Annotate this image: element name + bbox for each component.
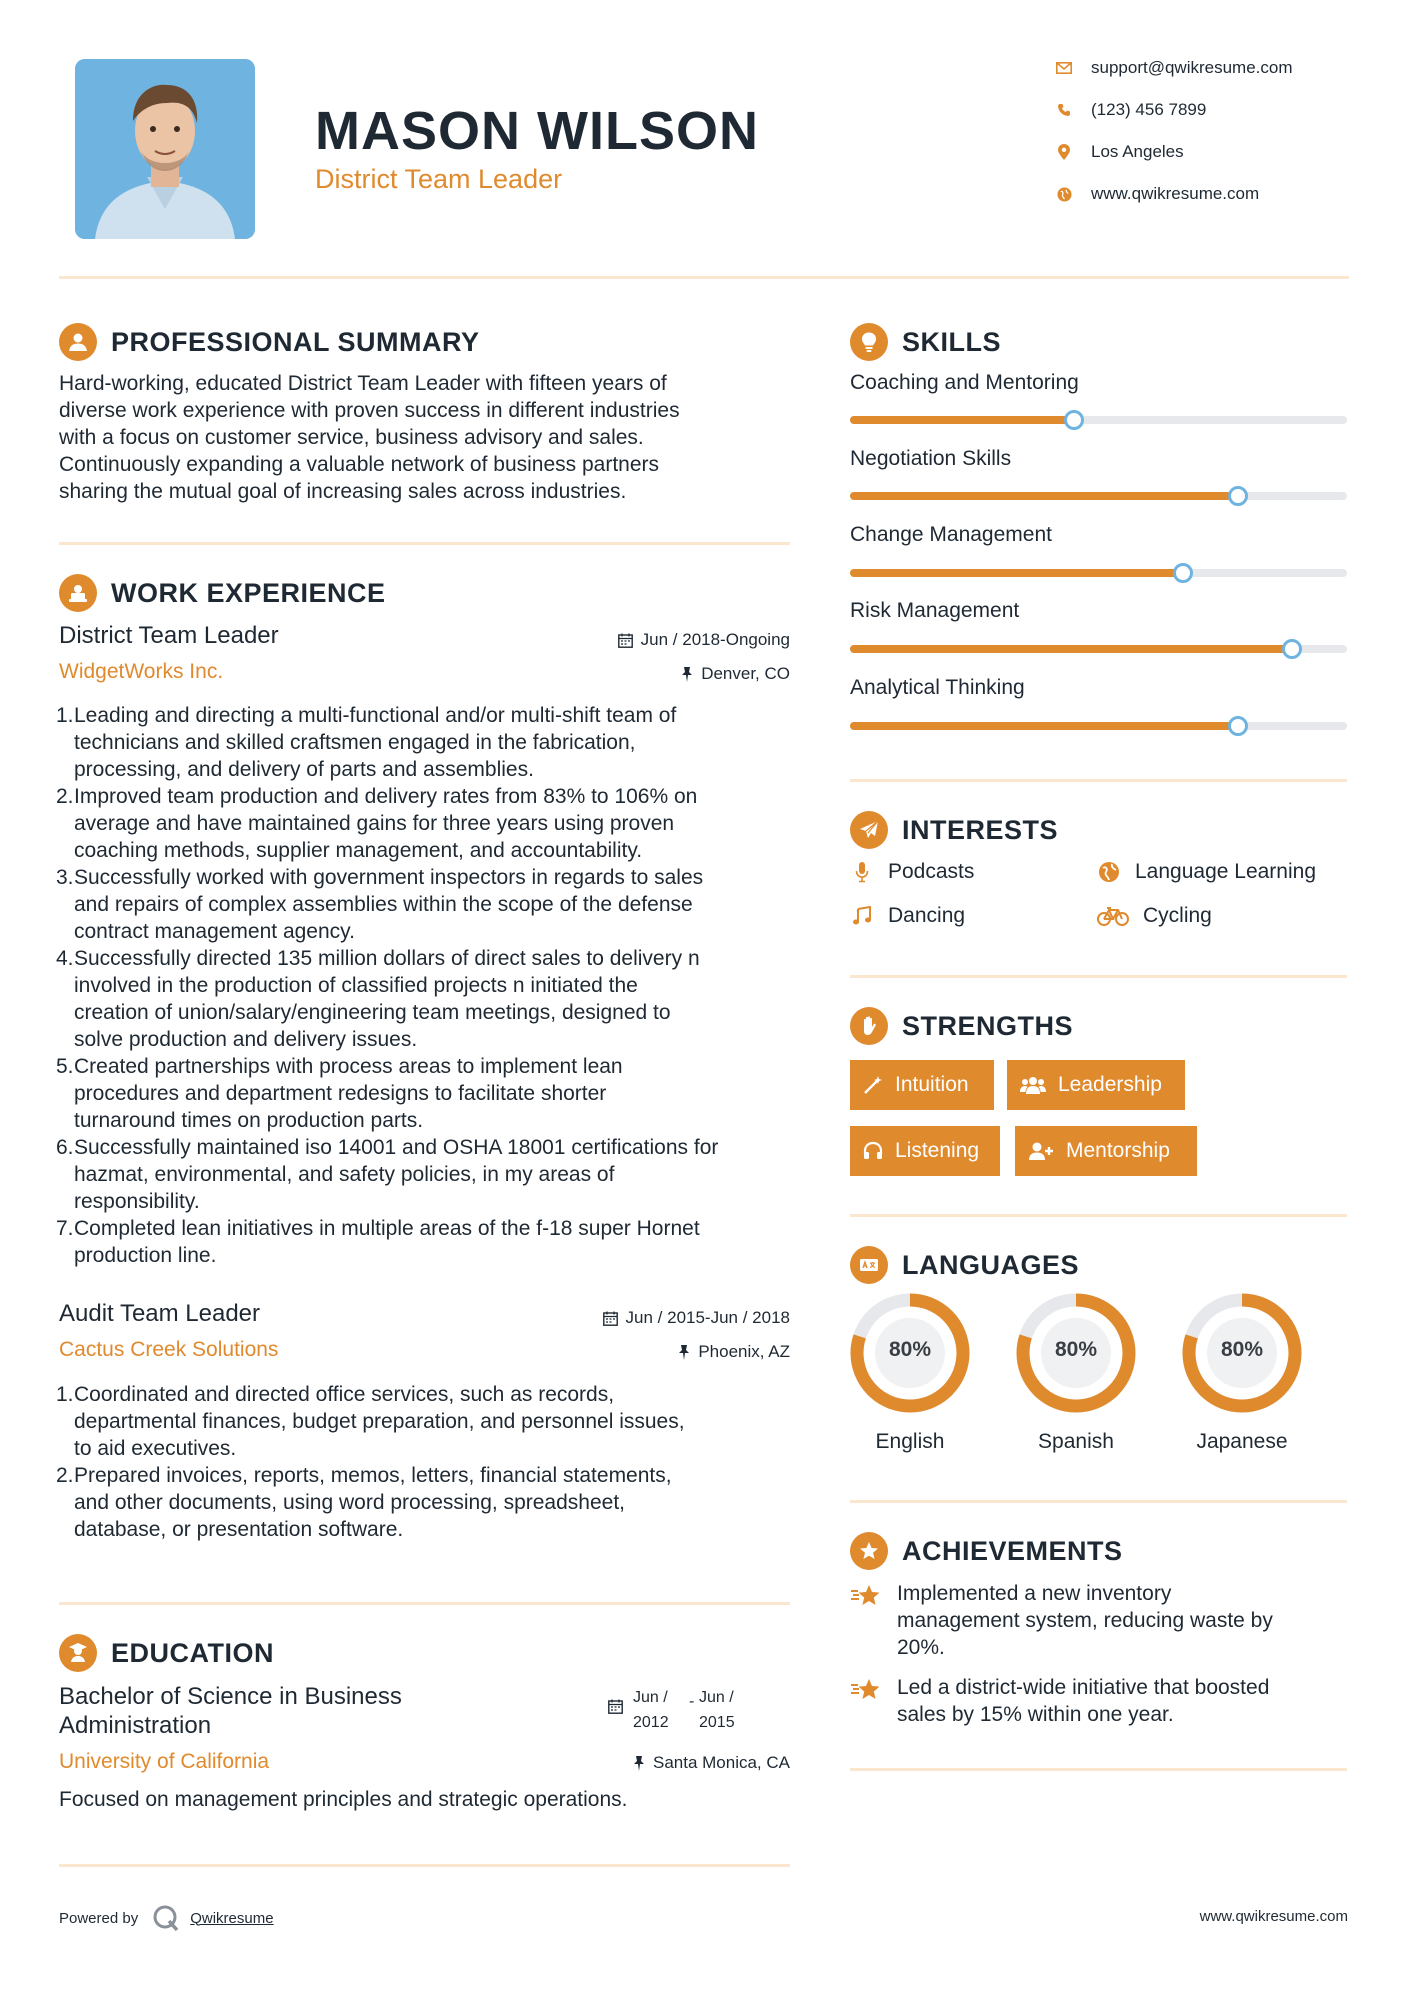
pin-icon [678,1345,690,1360]
achievements-divider [850,1768,1347,1771]
school-name: University of California [59,1750,270,1773]
job-location-text: Denver, CO [701,664,790,683]
list-item: 5. Created partnerships with process areas to implement lean procedures and department redesigns to facilitate shorter turnaround times on production parts. [56,1055,623,1132]
interest-label: Podcasts [888,860,975,883]
mail-icon [1055,59,1073,77]
contact-location-text: Los Angeles [1091,142,1184,161]
profile-photo [75,59,255,239]
skill-bar-knob [1064,410,1084,430]
experience-title: WORK EXPERIENCE [111,577,386,608]
education-description: Focused on management principles and strategic operations. [59,1788,628,1811]
skill-bar-knob [1282,639,1302,659]
phone-icon [1055,101,1073,119]
achievements-title: ACHIEVEMENTS [902,1535,1123,1566]
graduation-cap-icon [59,1634,97,1672]
strength-tag [1015,1126,1197,1176]
skills-heading [850,323,1001,361]
skill-bar-fill [850,416,1074,424]
music-note-icon [850,906,874,926]
skill-label: Analytical Thinking [850,676,1025,699]
candidate-name: MASON WILSON [315,101,759,161]
job-company: WidgetWorks Inc. [59,660,224,683]
calendar-icon [618,633,633,648]
job-title: Audit Team Leader [59,1300,261,1327]
strength-label: Listening [895,1139,980,1162]
summary-text [59,370,789,505]
contact-email[interactable] [1055,58,1293,78]
language-percent: 80% [1054,1338,1098,1361]
strength-label: Leadership [1058,1073,1162,1096]
contact-website[interactable] [1055,184,1259,204]
skills-title: SKILLS [902,326,1002,357]
summary-line: Continuously expanding a valuable network of business partners [59,453,660,476]
skill-bar-fill [850,492,1238,500]
achievement-line: Led a district-wide initiative that boosted [897,1676,1270,1699]
skill-label: Negotiation Skills [850,447,1012,470]
paper-plane-icon [850,811,888,849]
experience-divider [59,1602,790,1605]
interests-title: INTERESTS [902,814,1059,845]
job-date [520,630,790,650]
languages-divider [850,1500,1347,1503]
language-label: English [875,1430,945,1453]
calendar-icon [603,1311,618,1326]
skill-bar-fill [850,569,1183,577]
user-icon [59,323,97,361]
star-badge-icon [850,1532,888,1570]
interests-divider [850,975,1347,978]
headphones-icon [863,1141,883,1161]
list-item: 4. Successfully directed 135 million dollars of direct sales to delivery n involved in the production of classified projects n initiated the creation of union/salary/engineering team meetings, designed to solve production and delivery issues. [56,947,700,1051]
list-item: 2. Improved team production and delivery rates from 83% to 106% on average and have maintained gains for three years using proven coaching methods, supplier management, and accountability. [56,785,698,862]
language-ring [849,1292,971,1419]
interests-heading [850,811,1058,849]
degree-line: Administration [59,1712,212,1739]
date-end-month: Jun / [699,1689,734,1706]
interest-label: Language Learning [1135,860,1317,883]
education-location [520,1753,790,1773]
list-item: 3. Successfully worked with government inspectors in regards to sales and repairs of complex assemblies within the scope of the defense contract management agency. [56,866,704,943]
education-title: EDUCATION [111,1637,274,1668]
contact-phone[interactable] [1055,100,1206,120]
languages-heading [850,1246,1079,1284]
job-location [520,1342,790,1362]
education-date [608,1685,735,1735]
job-date [520,1308,790,1328]
list-item: 6. Successfully maintained iso 14001 and OSHA 18001 certifications for hazmat, environmental, and safety policies, in my areas of responsibility. [56,1136,719,1213]
list-item: 2. Prepared invoices, reports, memos, letters, financial statements, and other documents, using word processing, spreadsheet, database, or presentation software. [56,1464,672,1541]
strength-tag [850,1060,994,1110]
skill-bar [850,569,1347,577]
experience-heading [59,574,386,612]
interest-item [850,860,974,884]
education-divider [59,1864,790,1867]
summary-line: sharing the mutual goal of increasing sales across industries. [59,480,627,503]
list-item: 1. Coordinated and directed office services, such as records, departmental finances, budget preparation, and personnel issues, to aid executives. [56,1383,685,1460]
degree-line: Bachelor of Science in Business [59,1683,402,1710]
education-heading [59,1634,274,1672]
pin-icon [681,667,693,682]
summary-divider [59,542,790,545]
summary-title: PROFESSIONAL SUMMARY [111,326,480,357]
languages-title: LANGUAGES [902,1249,1080,1280]
date-separator: - [689,1693,695,1710]
interest-label: Dancing [888,904,966,927]
header-divider [59,276,1349,279]
contact-phone-text: (123) 456 7899 [1091,100,1207,119]
achievement-line: Implemented a new inventory [897,1582,1172,1605]
magic-wand-icon [863,1075,883,1095]
skill-bar-knob [1173,563,1193,583]
job-date-text: Jun / 2018-Ongoing [640,630,790,649]
skill-bar-fill [850,645,1292,653]
strengths-heading [850,1007,1073,1045]
date-start-year: 2012 [633,1714,669,1731]
qwikresume-logo-icon [152,1904,180,1932]
language-ring [1181,1292,1303,1419]
hand-icon [850,1007,888,1045]
strengths-divider [850,1214,1347,1217]
lightbulb-icon [850,323,888,361]
skill-bar [850,722,1347,730]
job-location-text: Phoenix, AZ [698,1342,790,1361]
microphone-icon [850,861,874,883]
skill-bar [850,416,1347,424]
skill-bar-knob [1228,716,1248,736]
date-start-month: Jun / [633,1689,668,1706]
pin-icon [633,1756,645,1771]
footer-brand-link[interactable]: Qwikresume [190,1909,274,1927]
summary-heading [59,323,480,361]
interest-item [1097,860,1316,884]
contact-location [1055,142,1184,162]
globe-icon [1055,185,1073,203]
skill-bar [850,645,1347,653]
language-label: Japanese [1196,1430,1288,1453]
summary-line: diverse work experience with proven success in different industries [59,399,680,422]
job-location [520,664,790,684]
strength-tag [850,1126,1000,1176]
list-item: 7. Completed lean initiatives in multiple areas of the f-18 super Hornet production line. [56,1217,700,1267]
list-item: 1. Leading and directing a multi-functional and/or multi-shift team of technicians and skilled craftsmen engaged in the fabrication, processing, and delivery of parts and assemblies. [56,704,677,781]
achievement-line: management system, reducing waste by [897,1609,1273,1632]
language-percent: 80% [888,1338,932,1361]
powered-by-text: Powered by [59,1909,139,1927]
job-title: District Team Leader [59,622,279,649]
job-duties-list [56,1381,796,1543]
star-icon [850,1583,882,1609]
strength-label: Mentorship [1066,1139,1170,1162]
language-percent: 80% [1220,1338,1264,1361]
strength-label: Intuition [895,1073,969,1096]
job-company: Cactus Creek Solutions [59,1338,279,1361]
globe-icon [1097,861,1121,883]
achievement-line: 20%. [897,1636,945,1659]
date-end-year: 2015 [699,1714,735,1731]
degree-name [59,1682,402,1740]
star-icon [850,1677,882,1703]
job-date-text: Jun / 2015-Jun / 2018 [625,1308,790,1327]
skill-label: Coaching and Mentoring [850,371,1079,394]
skill-label: Change Management [850,523,1052,546]
candidate-role: District Team Leader [315,164,563,194]
contact-email-text: support@qwikresume.com [1091,58,1293,77]
skill-label: Risk Management [850,599,1020,622]
achievement-item [850,1674,1269,1728]
interest-item [850,904,965,928]
summary-line: Hard-working, educated District Team Leader with fifteen years of [59,372,667,395]
skills-divider [850,779,1347,782]
bicycle-icon [1097,906,1129,926]
calendar-icon [608,1699,623,1714]
education-location-text: Santa Monica, CA [652,1753,790,1772]
user-plus-icon [1028,1141,1054,1161]
strengths-title: STRENGTHS [902,1010,1074,1041]
achievement-line: sales by 15% within one year. [897,1703,1174,1726]
briefcase-icon [59,574,97,612]
achievement-item [850,1580,1273,1661]
users-icon [1020,1075,1046,1095]
language-label: Spanish [1038,1430,1114,1453]
interest-label: Cycling [1143,904,1212,927]
skill-bar [850,492,1347,500]
footer-powered-by [59,1904,274,1932]
language-card-icon [850,1246,888,1284]
job-duties-list [56,702,796,1269]
interest-item [1097,904,1212,928]
footer-website[interactable]: www.qwikresume.com [1199,1908,1348,1925]
map-pin-icon [1055,143,1073,161]
language-ring [1015,1292,1137,1419]
contact-website-text: www.qwikresume.com [1091,184,1260,203]
skill-bar-knob [1228,486,1248,506]
achievements-heading [850,1532,1123,1570]
summary-line: with a focus on customer service, business advisory and sales. [59,426,644,449]
skill-bar-fill [850,722,1238,730]
strength-tag [1007,1060,1185,1110]
